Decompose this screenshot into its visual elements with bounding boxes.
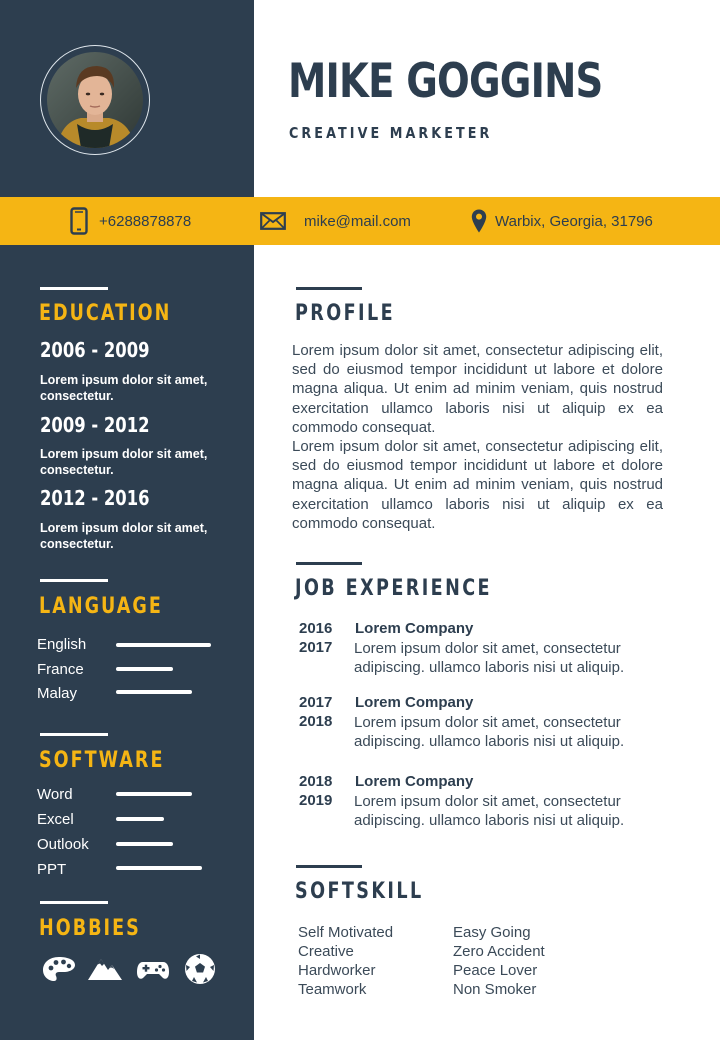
education-desc: Lorem ipsum dolor sit amet, consectetur.	[40, 373, 208, 403]
job-desc: Lorem ipsum dolor sit amet, consectetur adipiscing. ullamco laboris nisi ut aliquip.	[354, 714, 625, 750]
job-years	[299, 772, 349, 810]
language-level-bar	[116, 690, 192, 694]
softskill-item: Easy Going	[453, 924, 531, 941]
contact-email	[260, 197, 411, 245]
softskill-column	[453, 923, 545, 999]
job-desc: Lorem ipsum dolor sit amet, consectetur adipiscing. ullamco laboris nisi ut aliquip.	[354, 793, 625, 829]
software-label: PPT	[37, 861, 67, 878]
contact-bar	[0, 197, 720, 245]
contact-phone	[70, 197, 191, 245]
avatar	[47, 52, 143, 148]
language-label: Malay	[37, 685, 78, 702]
job-end-year: 2017	[299, 639, 333, 656]
language-label: France	[37, 661, 84, 678]
software-level-bar	[116, 866, 202, 870]
software-level-bar	[116, 817, 164, 821]
education-years: 2006 - 2009	[40, 338, 150, 362]
softskill-column	[298, 923, 393, 999]
contact-address	[471, 197, 653, 245]
profile-heading: PROFILE	[295, 301, 396, 326]
software-label: Excel	[37, 811, 74, 828]
job-years	[299, 693, 349, 731]
software-level-bar	[116, 842, 173, 846]
experience-rule	[296, 562, 362, 565]
softskill-item: Peace Lover	[453, 962, 538, 979]
profile-text	[292, 341, 663, 533]
mail-icon	[260, 212, 286, 230]
job-end-year: 2018	[299, 713, 333, 730]
language-level-bar	[116, 643, 211, 647]
job-company: Lorem Company	[355, 773, 474, 790]
candidate-title: CREATIVE MARKETER	[289, 124, 493, 142]
avatar-photo	[47, 52, 143, 148]
education-years: 2009 - 2012	[40, 413, 150, 437]
language-label: English	[37, 636, 87, 653]
software-heading: SOFTWARE	[39, 748, 165, 773]
education-desc: Lorem ipsum dolor sit amet, consectetur.	[40, 521, 208, 551]
job-company: Lorem Company	[355, 694, 474, 711]
job-start-year: 2016	[299, 620, 333, 637]
softskill-heading: SOFTSKILL	[295, 879, 424, 904]
phone-icon	[70, 207, 88, 235]
job-end-year: 2019	[299, 792, 333, 809]
language-level-bar	[116, 667, 173, 671]
profile-paragraph: Lorem ipsum dolor sit amet, consectetur adipiscing elit, sed do eiusmod tempor incididunt ut labore et dolore magna aliqua. Ut enim ad minim veniam, quis nostrud exercitation ullamco laboris nisi ut aliquip ex ea commodo consequat.	[292, 438, 663, 532]
software-level-bar	[116, 792, 192, 796]
software-label: Outlook	[37, 836, 89, 853]
phone-text: +6288878878	[99, 212, 192, 230]
education-desc: Lorem ipsum dolor sit amet, consectetur.	[40, 447, 208, 477]
job-desc: Lorem ipsum dolor sit amet, consectetur adipiscing. ullamco laboris nisi ut aliquip.	[354, 640, 625, 676]
email-text: mike@mail.com	[304, 212, 411, 230]
palette-icon	[42, 953, 76, 985]
softskill-item: Self Motivated	[298, 924, 394, 941]
hobbies-rule	[40, 901, 108, 904]
job-years	[299, 619, 349, 657]
education-heading: EDUCATION	[39, 301, 172, 326]
softskill-item: Teamwork	[298, 981, 367, 998]
profile-rule	[296, 287, 362, 290]
software-rule	[40, 733, 108, 736]
softskill-item: Zero Accident	[453, 943, 545, 960]
mountains-icon	[88, 953, 122, 985]
job-company: Lorem Company	[355, 620, 474, 637]
softskill-item: Non Smoker	[453, 981, 537, 998]
experience-heading: JOB EXPERIENCE	[295, 576, 492, 601]
hobbies-heading: HOBBIES	[39, 916, 141, 941]
softskill-rule	[296, 865, 362, 868]
softskill-item: Creative	[298, 943, 354, 960]
job-start-year: 2017	[299, 694, 333, 711]
location-pin-icon	[471, 209, 487, 233]
candidate-name: MIKE GOGGINS	[288, 54, 603, 109]
job-start-year: 2018	[299, 773, 333, 790]
softskill-item: Hardworker	[298, 962, 376, 979]
language-heading: LANGUAGE	[39, 594, 163, 619]
education-years: 2012 - 2016	[40, 486, 150, 510]
address-text: Warbix, Georgia, 31796	[495, 212, 653, 230]
software-label: Word	[37, 786, 73, 803]
education-rule	[40, 287, 108, 290]
language-rule	[40, 579, 108, 582]
gamepad-icon	[136, 953, 170, 985]
profile-paragraph: Lorem ipsum dolor sit amet, consectetur adipiscing elit, sed do eiusmod tempor incididunt ut labore et dolore magna aliqua. Ut enim ad minim veniam, quis nostrud exercitation ullamco laboris nisi ut aliquip ex ea commodo consequat.	[292, 342, 663, 436]
soccer-ball-icon	[183, 953, 217, 985]
